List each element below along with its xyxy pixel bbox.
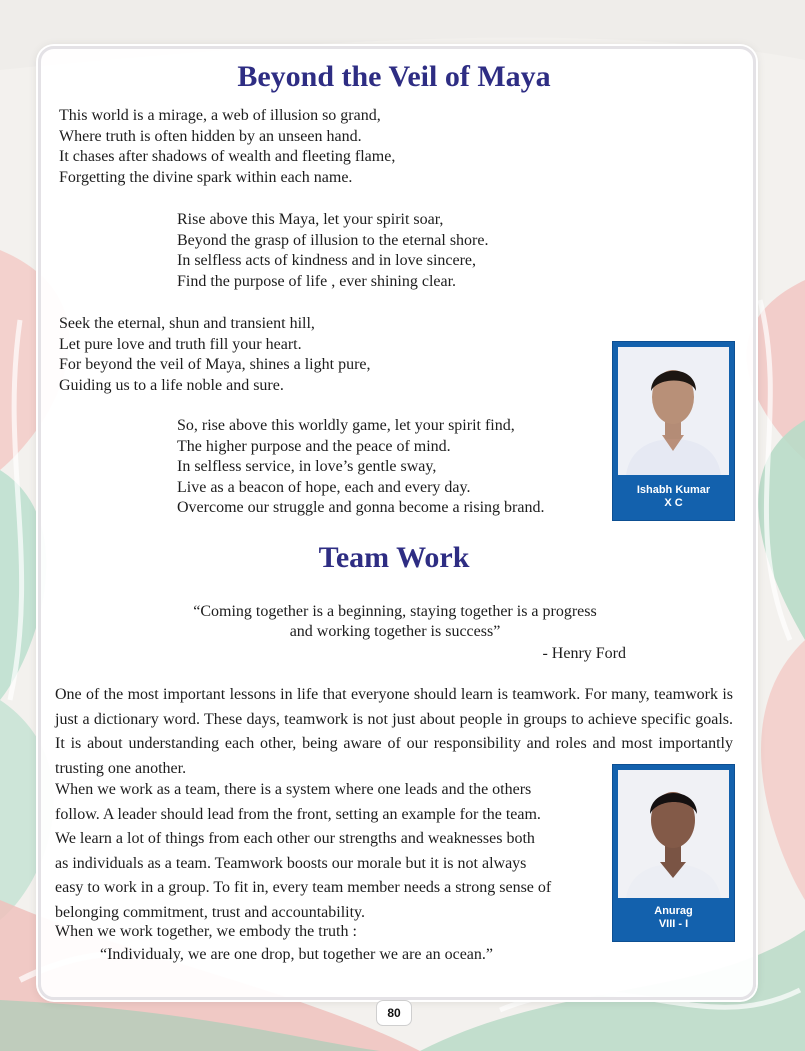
closing-quote: “Individualy, we are one drop, but together we are an ocean.” — [100, 946, 494, 963]
quote-line: and working together is success” — [289, 623, 501, 640]
author-photo-card — [612, 341, 735, 521]
poem-stanza-3 — [59, 314, 371, 396]
poem-line: Where truth is often hidden by an unseen hand. — [59, 127, 362, 145]
essay-quote — [100, 602, 690, 642]
paragraph-line: We learn a lot of things from each other our strengths and weaknesses both — [55, 830, 535, 847]
author-photo — [618, 770, 729, 898]
quote-line: “Coming together is a beginning, staying together is a progress — [193, 603, 597, 620]
poem-line: So, rise above this worldly game, let your spirit find, — [177, 417, 515, 434]
poem-line: Live as a beacon of hope, each and every day. — [177, 478, 471, 496]
poem-line: It chases after shadows of wealth and fleeting flame, — [59, 148, 396, 165]
poem-line: The higher purpose and the peace of mind. — [177, 437, 451, 455]
page-number: 80 — [376, 1000, 412, 1026]
poem-line: For beyond the veil of Maya, shines a light pure, — [59, 356, 371, 373]
person-portrait-icon — [618, 770, 729, 898]
poem-line: Let pure love and truth fill your heart. — [59, 335, 302, 353]
paragraph-line: easy to work in a group. To fit in, every team member needs a strong sense of — [55, 879, 552, 896]
person-portrait-icon — [618, 347, 729, 475]
essay-paragraph-2 — [55, 778, 551, 925]
poem-line: Forgetting the divine spark within each name. — [59, 168, 353, 186]
poem-line: Overcome our struggle and gonna become a rising brand. — [177, 499, 545, 516]
poem-stanza-2 — [177, 210, 488, 292]
author-name: Ishabh Kumar — [636, 484, 711, 496]
poem-stanza-4 — [177, 416, 544, 519]
author-photo — [618, 347, 729, 475]
poem-line: Find the purpose of life , ever shining clear. — [177, 272, 457, 290]
poem-title: Beyond the Veil of Maya — [237, 60, 551, 93]
author-class: VIII - I — [658, 918, 689, 930]
author-class: X C — [664, 497, 683, 509]
poem-line: Seek the eternal, shun and transient hill, — [59, 315, 315, 332]
quote-attribution: - Henry Ford — [542, 645, 626, 662]
paragraph-line: When we work as a team, there is a system where one leads and the others — [55, 781, 532, 798]
poem-line: In selfless acts of kindness and in love sincere, — [177, 252, 477, 269]
poem-line: This world is a mirage, a web of illusion so grand, — [59, 107, 381, 124]
paragraph-line: belonging commitment, trust and accountability. — [55, 903, 366, 921]
poem-stanza-1 — [59, 106, 395, 188]
poem-line: In selfless service, in love’s gentle sway, — [177, 458, 437, 475]
closing-line: When we work together, we embody the truth : — [55, 923, 357, 940]
paragraph-line: follow. A leader should lead from the front, setting an example for the team. — [55, 805, 541, 823]
essay-paragraph-1: One of the most important lessons in life that everyone should learn is teamwork. For many, teamwork is just a dictionary word. These days, teamwork is not just about people in groups to achieve specific goals. It is about understanding each other, being aware of our responsibility and roles and most importantly trusting one another. — [55, 686, 733, 777]
essay-title: Team Work — [318, 541, 470, 574]
paragraph-line: as individuals as a team. Teamwork boosts our morale but it is not always — [55, 854, 527, 872]
poem-line: Guiding us to a life noble and sure. — [59, 376, 284, 394]
author-name: Anurag — [654, 905, 693, 917]
poem-line: Rise above this Maya, let your spirit soar, — [177, 211, 444, 228]
poem-line: Beyond the grasp of illusion to the eternal shore. — [177, 231, 489, 249]
author-photo-card — [612, 764, 735, 942]
